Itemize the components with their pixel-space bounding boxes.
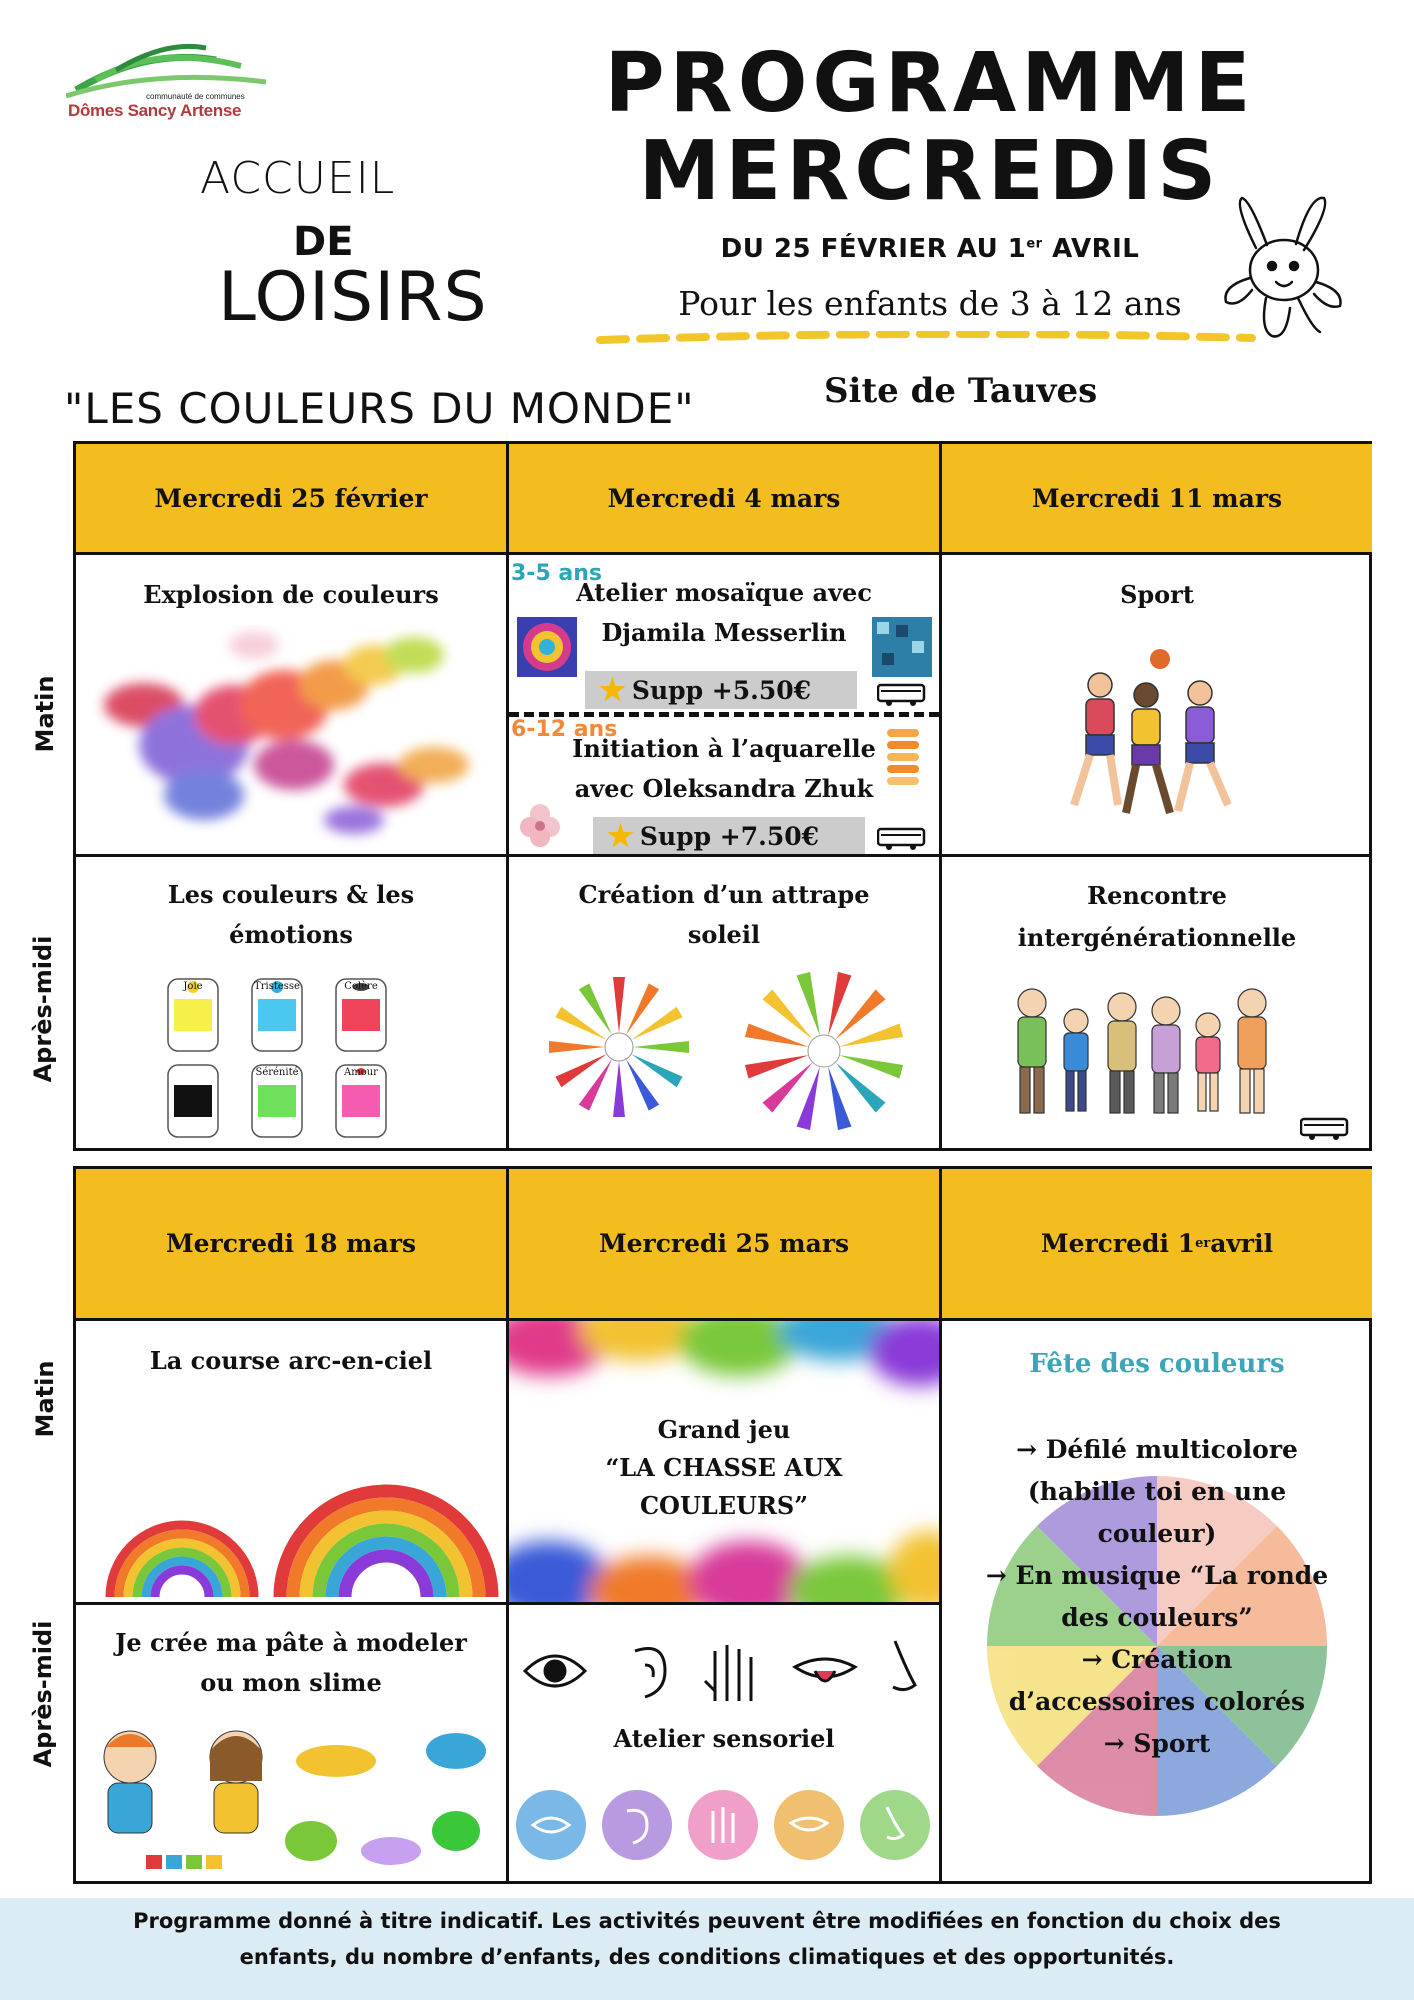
activity-title: Explosion de couleurs	[143, 580, 439, 609]
jar-label-amour: Amour	[344, 1067, 378, 1078]
activity-intergenerational	[942, 875, 1372, 959]
color-explosion-image	[84, 625, 499, 850]
supplement-price: Supp +5.50€	[631, 675, 812, 705]
logo-hills-icon	[66, 38, 266, 98]
mosaic-icon	[517, 617, 577, 677]
age-range: Pour les enfants de 3 à 12 ans	[678, 284, 1182, 323]
footer-line-2: enfants, du nombre d’enfants, des conditions climatiques et des opportunités.	[239, 1945, 1175, 1969]
week1-apres-col2	[509, 857, 942, 1151]
week2-apres-col2	[509, 1605, 942, 1884]
fete-line: d’accessoires colorés	[1008, 1687, 1306, 1716]
bus-icon	[877, 827, 927, 851]
header3-suffix: avril	[1210, 1229, 1274, 1258]
fete-line: (habille toi en une	[1027, 1477, 1287, 1506]
activity-suncatcher	[509, 875, 939, 955]
activity-watercolor-line2: avec Oleksandra Zhuk	[574, 774, 874, 803]
activity-emotions	[76, 875, 506, 955]
senses-icons	[515, 1631, 935, 1711]
supplement-badge-2	[593, 817, 865, 855]
week1-table	[73, 441, 1372, 1151]
footer-note	[40, 1903, 1374, 1975]
activity-emotions-line2: émotions	[229, 920, 353, 949]
activity-title: Atelier sensoriel	[613, 1724, 835, 1753]
age-tag-3-5: 3-5 ans	[511, 561, 603, 586]
jar-label-serenite: Sérénité	[255, 1067, 299, 1078]
activity-modeling-line1: Je crée ma pâte à modeler	[115, 1628, 467, 1657]
star-icon: ★	[599, 672, 626, 708]
logo-name: Dômes Sancy Artense	[68, 101, 242, 120]
supplement-badge-1	[585, 671, 857, 709]
rainbow-image	[90, 1397, 500, 1602]
label-apres-midi-1: Après-midi	[29, 935, 57, 1083]
week1-matin-col2	[509, 555, 942, 857]
header3-sup: er	[1195, 1236, 1211, 1251]
jar-label-joie: Joie	[183, 981, 203, 992]
label-matin-1: Matin	[31, 675, 59, 753]
logo-subtitle: communauté de communes	[146, 92, 245, 101]
dashed-divider	[596, 331, 1256, 345]
fete-line: des couleurs”	[1061, 1603, 1253, 1632]
week2-matin-col2	[509, 1321, 942, 1605]
activity-watercolor-line1: Initiation à l’aquarelle	[572, 734, 876, 763]
week1-header-3: Mercredi 11 mars	[942, 444, 1372, 555]
week2-header-1: Mercredi 18 mars	[76, 1169, 509, 1321]
activity-hunt-line2: “LA CHASSE AUX	[605, 1453, 843, 1482]
star-icon: ★	[607, 818, 634, 854]
age-tag-6-12: 6-12 ans	[511, 717, 618, 742]
activity-modeling	[76, 1623, 506, 1703]
week1-matin-col1	[76, 555, 509, 857]
week1-header-1: Mercredi 25 février	[76, 444, 509, 555]
activity-intergen-line1: Rencontre	[1087, 881, 1227, 910]
week1-apres-col1	[76, 857, 509, 1151]
site-name: Site de Tauves	[824, 371, 1098, 411]
jar-label-colere: Colère	[344, 981, 378, 992]
week1-apres-col3	[942, 857, 1372, 1151]
activity-modeling-line2: ou mon slime	[200, 1668, 382, 1697]
week2-header-3	[942, 1169, 1372, 1321]
week1-header-2: Mercredi 4 mars	[509, 444, 942, 555]
senses-circles-image	[515, 1785, 935, 1865]
footer-line-1: Programme donné à titre indicatif. Les activités peuvent être modifiées en fonction du choix des	[133, 1909, 1281, 1933]
activity-suncatcher-line2: soleil	[687, 920, 761, 949]
fete-activity-list	[942, 1429, 1372, 1765]
activity-mosaic-line1: Atelier mosaïque avec	[576, 578, 872, 607]
loisirs-text: LOISIRS	[218, 258, 488, 337]
date-range	[620, 234, 1240, 264]
title-line-2: MERCREDIS	[638, 124, 1222, 219]
activity-mosaic-line2: Djamila Messerlin	[601, 618, 847, 647]
activity-title: La course arc-en-ciel	[149, 1346, 433, 1375]
bus-icon	[877, 683, 927, 707]
week1-matin-col3	[942, 555, 1372, 857]
fete-line: couleur)	[1097, 1519, 1217, 1548]
jar-label-peur: Peur	[181, 1067, 205, 1078]
week2-apres-col1	[76, 1605, 509, 1884]
suncatcher-image-2	[734, 961, 914, 1141]
suncatcher-image	[539, 967, 699, 1127]
date-prefix: DU 25 FÉVRIER AU 1	[720, 234, 1027, 264]
title-line-1: PROGRAMME	[604, 36, 1256, 131]
fete-line: → Sport	[1103, 1729, 1211, 1758]
page-title	[560, 36, 1300, 219]
header3-prefix: Mercredi 1	[1040, 1229, 1196, 1258]
logo	[66, 38, 266, 138]
week2-matin-col1	[76, 1321, 509, 1605]
activity-watercolor	[509, 729, 939, 809]
paint-swatches-icon	[883, 727, 923, 797]
fete-title	[942, 1349, 1372, 1379]
flower-icon	[515, 799, 565, 849]
mosaic-tiles-icon	[872, 617, 932, 677]
activity-emotions-line1: Les couleurs & les	[167, 880, 415, 909]
jar-label-tristesse: Tristesse	[254, 981, 300, 992]
bus-icon	[1300, 1117, 1350, 1141]
activity-color-hunt	[509, 1411, 939, 1525]
fete-title-text: Fête des couleurs	[1029, 1349, 1285, 1379]
emotion-jars-image	[166, 973, 426, 1143]
supplement-price: Supp +7.50€	[639, 821, 820, 851]
label-apres-midi-2: Après-midi	[29, 1620, 57, 1768]
date-sup: er	[1026, 236, 1043, 252]
accueil-text: ACCUEIL	[200, 153, 396, 204]
fete-line: → En musique “La ronde	[985, 1561, 1329, 1590]
label-matin-2: Matin	[31, 1360, 59, 1438]
fete-line: → Défilé multicolore	[1016, 1435, 1298, 1464]
week2-header-2: Mercredi 25 mars	[509, 1169, 942, 1321]
activity-intergen-line2: intergénérationnelle	[1017, 923, 1297, 952]
activity-hunt-line1: Grand jeu	[657, 1415, 791, 1444]
week2-fete-cell	[942, 1321, 1372, 1884]
kids-slime-image	[86, 1721, 496, 1881]
basketball-players-image	[1052, 645, 1252, 825]
activity-title: Sport	[1120, 580, 1194, 609]
activity-suncatcher-line1: Création d’un attrape	[578, 880, 870, 909]
date-suffix: AVRIL	[1042, 234, 1140, 264]
bunny-icon	[1212, 190, 1357, 345]
fete-line: → Création	[1081, 1645, 1233, 1674]
week2-table	[73, 1166, 1372, 1884]
de-text: DE	[293, 219, 354, 265]
family-group-image	[1004, 977, 1304, 1137]
theme-title: "LES COULEURS DU MONDE"	[64, 384, 695, 433]
activity-hunt-line3: COULEURS”	[639, 1491, 809, 1520]
